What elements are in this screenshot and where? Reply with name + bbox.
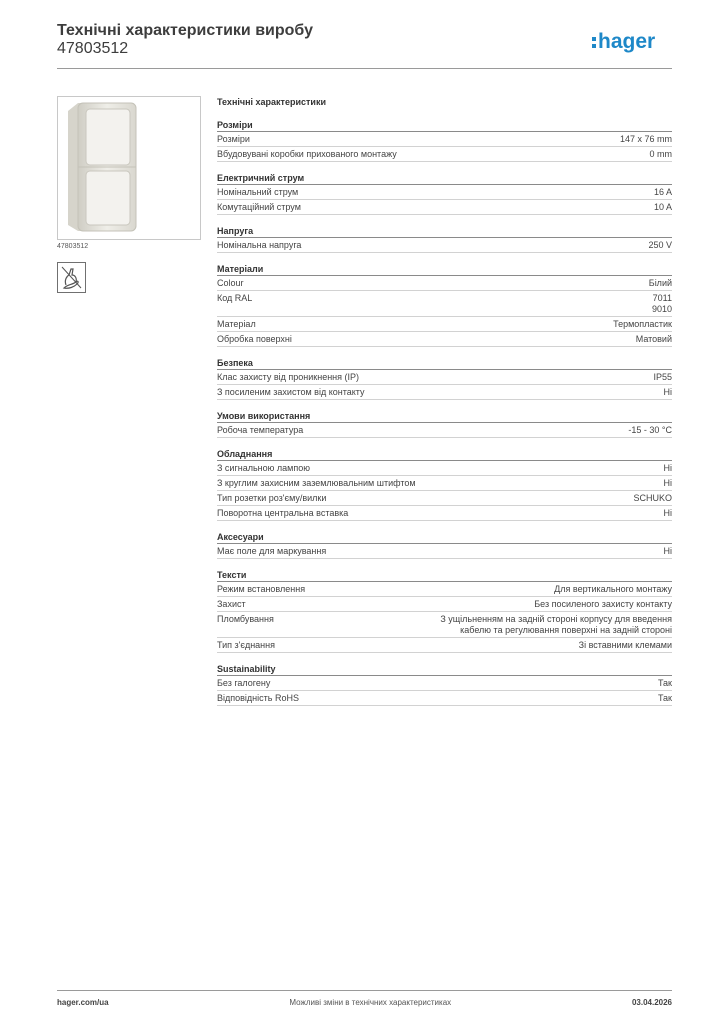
spec-row: [217, 332, 672, 347]
footer-divider: [57, 990, 672, 991]
product-image: [57, 96, 201, 240]
spec-value: 0 mm: [649, 149, 672, 159]
hand-sign-icon: [57, 262, 86, 293]
spec-value: 16 A: [653, 187, 672, 197]
spec-label: Тип з'єднання: [217, 640, 275, 650]
spec-row: [217, 291, 672, 317]
spec-label: Без галогену: [217, 678, 271, 688]
spec-group: [217, 448, 672, 521]
spec-group-title: Аксесуари: [217, 531, 672, 544]
spec-group: [217, 531, 672, 559]
product-code: 47803512: [57, 40, 129, 57]
spec-value: Ні: [663, 478, 672, 488]
spec-row: [217, 370, 672, 385]
document-header: [57, 22, 313, 58]
page-footer: [57, 998, 672, 1007]
spec-value: Так: [657, 678, 672, 688]
spec-value: Білий: [648, 278, 672, 288]
spec-group: [217, 225, 672, 253]
spec-group: [217, 663, 672, 706]
spec-group-title: Умови використання: [217, 410, 672, 423]
spec-value: Ні: [663, 508, 672, 518]
spec-value: Ні: [663, 387, 672, 397]
spec-label: Номінальний струм: [217, 187, 299, 197]
spec-group-title: Розміри: [217, 119, 672, 132]
spec-row: [217, 582, 672, 597]
spec-group-title: Напруга: [217, 225, 672, 238]
spec-label: Режим встановлення: [217, 584, 306, 594]
spec-row: [217, 132, 672, 147]
spec-group: [217, 410, 672, 438]
spec-value: Ні: [663, 546, 672, 556]
spec-row: [217, 423, 672, 438]
spec-label: Пломбування: [217, 614, 274, 624]
spec-row: [217, 238, 672, 253]
spec-row: [217, 612, 672, 638]
footer-note: Можливі зміни в технічних характеристиках: [289, 998, 452, 1007]
spec-label: Розміри: [217, 134, 250, 144]
spec-label: Вбудовувані коробки прихованого монтажу: [217, 149, 397, 159]
spec-label: Матеріал: [217, 319, 256, 329]
spec-row: [217, 147, 672, 162]
spec-value: З ущільненням на задній стороні корпусу для введення кабелю та регулювання поверхні на задній стороні: [440, 614, 672, 635]
hager-logo: [592, 28, 672, 54]
spec-group: [217, 172, 672, 215]
spec-label: З круглим захисним заземлювальним штифтом: [217, 478, 416, 488]
spec-value: Зі вставними клемами: [578, 640, 672, 650]
brand-text: hager: [598, 30, 656, 53]
spec-label: Colour: [217, 278, 244, 288]
spec-row: [217, 476, 672, 491]
spec-label: З посиленим захистом від контакту: [217, 387, 365, 397]
spec-label: Має поле для маркування: [217, 546, 327, 556]
spec-row: [217, 491, 672, 506]
spec-value: IP55: [653, 372, 672, 382]
spec-label: Захист: [217, 599, 246, 609]
spec-row: [217, 506, 672, 521]
spec-value: Для вертикального монтажу: [554, 584, 672, 594]
spec-value: SCHUKO: [633, 493, 672, 503]
spec-group-title: Тексти: [217, 569, 672, 582]
print-date: 03.04.2026: [631, 998, 672, 1007]
image-caption: 47803512: [57, 243, 89, 250]
spec-label: Номінальна напруга: [217, 240, 302, 250]
spec-group: [217, 357, 672, 400]
spec-value: 147 x 76 mm: [619, 134, 672, 144]
specifications-title: Технічні характеристики: [217, 97, 326, 107]
header-divider: [57, 68, 672, 69]
spec-group-title: Матеріали: [217, 263, 672, 276]
spec-value: 7011 9010: [651, 293, 672, 314]
spec-row: [217, 544, 672, 559]
spec-row: [217, 691, 672, 706]
spec-group: [217, 569, 672, 653]
spec-value: 250 V: [648, 240, 672, 250]
spec-row: [217, 185, 672, 200]
spec-row: [217, 638, 672, 653]
spec-label: Тип розетки роз'єму/вилки: [217, 493, 327, 503]
spec-label: Обробка поверхні: [217, 334, 292, 344]
spec-row: [217, 317, 672, 332]
spec-row: [217, 597, 672, 612]
spec-value: Ні: [663, 463, 672, 473]
specifications-table: [217, 95, 672, 716]
spec-row: [217, 461, 672, 476]
document-title: Технічні характеристики виробу: [57, 22, 313, 39]
spec-row: [217, 200, 672, 215]
spec-row: [217, 276, 672, 291]
spec-value: 10 A: [653, 202, 672, 212]
spec-group: [217, 119, 672, 162]
spec-row: [217, 385, 672, 400]
spec-label: Робоча температура: [217, 425, 304, 435]
spec-label: Відповідність RoHS: [217, 693, 299, 703]
socket-illustration: [58, 97, 200, 239]
spec-value: Термопластик: [613, 319, 672, 329]
spec-label: З сигнальною лампою: [217, 463, 310, 473]
spec-group-title: Електричний струм: [217, 172, 672, 185]
spec-label: Клас захисту від проникнення (IP): [217, 372, 360, 382]
spec-group-title: Обладнання: [217, 448, 672, 461]
website-link[interactable]: hager.com/ua: [57, 998, 109, 1007]
spec-value: Так: [657, 693, 672, 703]
spec-value: -15 - 30 °C: [628, 425, 672, 435]
spec-value: Без посиленого захисту контакту: [534, 599, 672, 609]
spec-label: Поворотна центральна вставка: [217, 508, 349, 518]
spec-value: Матовий: [635, 334, 672, 344]
spec-group-title: Sustainability: [217, 663, 672, 676]
spec-group: [217, 263, 672, 347]
spec-label: Комутаційний струм: [217, 202, 301, 212]
spec-row: [217, 676, 672, 691]
spec-group-title: Безпека: [217, 357, 672, 370]
spec-label: Код RAL: [217, 293, 253, 303]
